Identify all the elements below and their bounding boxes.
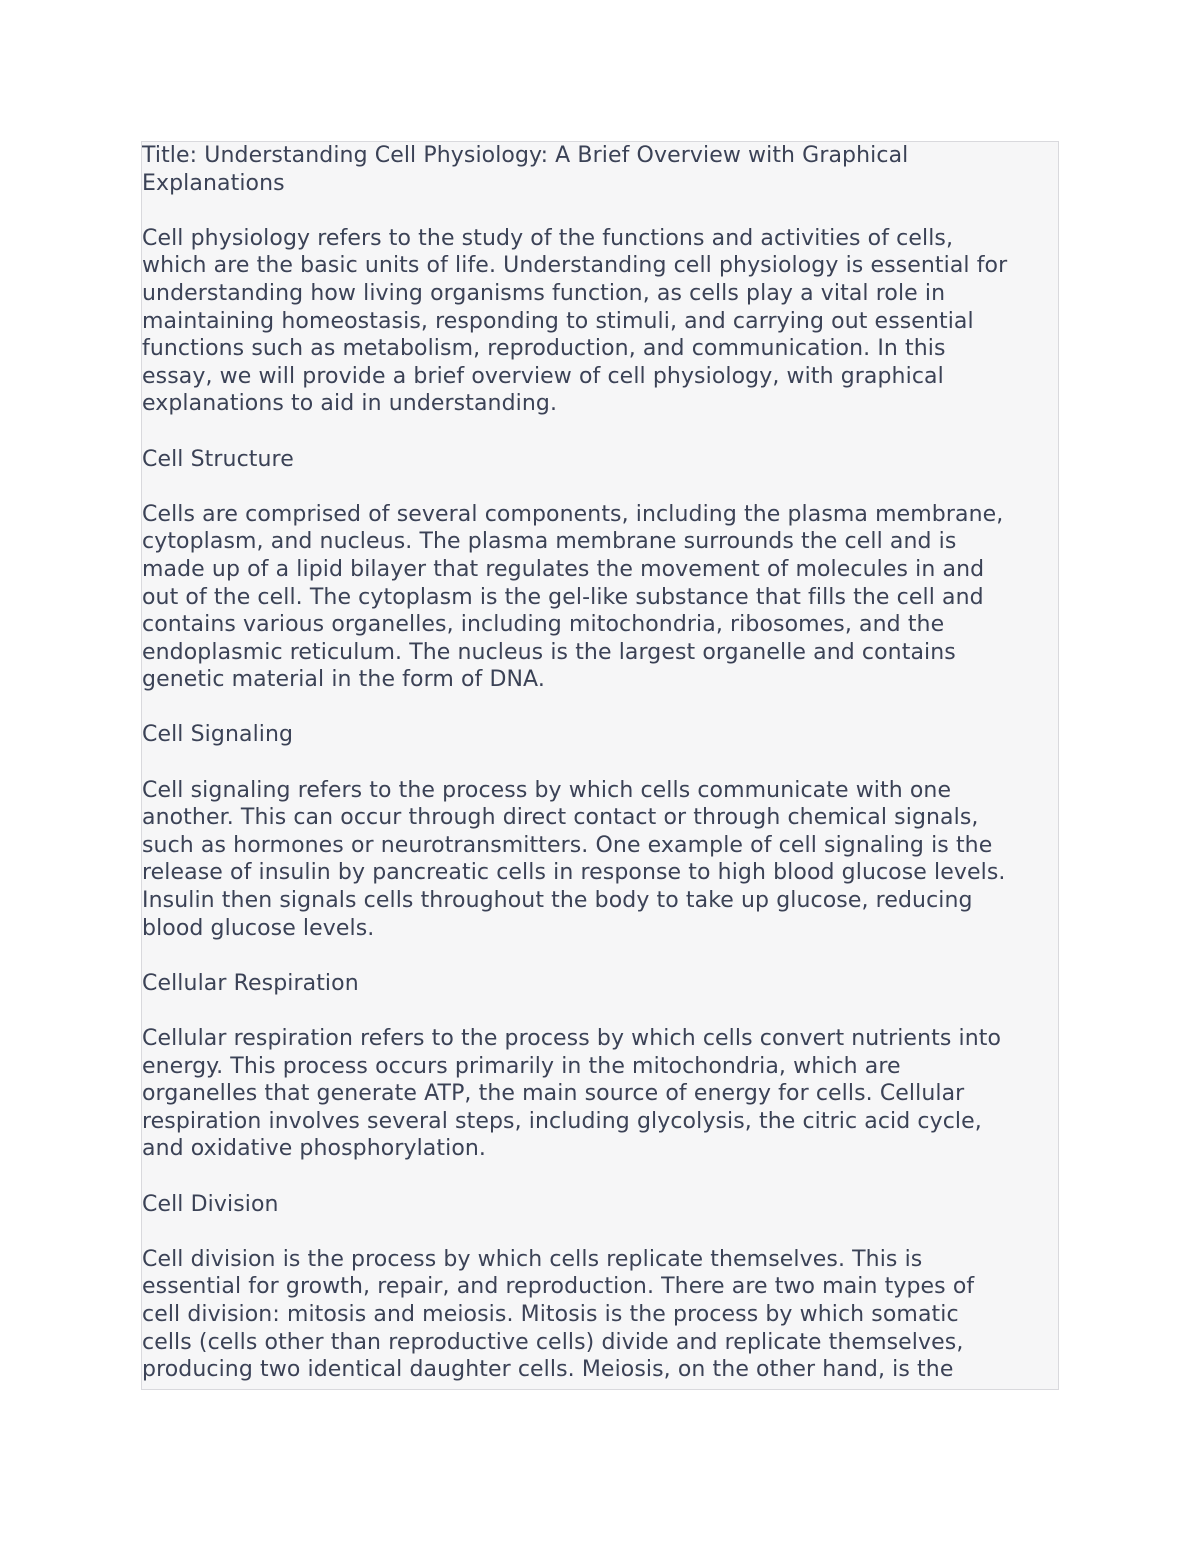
- text-line: Cellular Respiration: [142, 970, 359, 996]
- text-line: organelles that generate ATP, the main source of energy for cells. Cellular: [142, 1081, 965, 1107]
- text-line: blood glucose levels.: [142, 915, 375, 941]
- text-line: cell division: mitosis and meiosis. Mitosis is the process by which somatic: [142, 1301, 959, 1327]
- text-line: Cells are comprised of several components, including the plasma membrane,: [142, 501, 1004, 527]
- text-line: out of the cell. The cytoplasm is the gel-like substance that fills the cell and: [142, 584, 984, 610]
- blank-line: [142, 197, 1058, 225]
- blank-line: [142, 942, 1058, 970]
- blank-line: [142, 1163, 1058, 1191]
- blank-line: [142, 418, 1058, 446]
- text-line: Explanations: [142, 170, 285, 196]
- text-line: genetic material in the form of DNA.: [142, 667, 545, 693]
- blank-line: [142, 997, 1058, 1025]
- text-line: Cellular respiration refers to the process by which cells convert nutrients into: [142, 1026, 1002, 1051]
- essay-text-box: [141, 141, 1059, 1390]
- text-line: release of insulin by pancreatic cells in response to high blood glucose levels.: [142, 860, 1006, 886]
- text-line: such as hormones or neurotransmitters. One example of cell signaling is the: [142, 832, 993, 858]
- text-line: cells (cells other than reproductive cells) divide and replicate themselves,: [142, 1329, 964, 1355]
- blank-line: [142, 1218, 1058, 1246]
- text-line: cytoplasm, and nucleus. The plasma membrane surrounds the cell and is: [142, 529, 957, 555]
- text-line: Insulin then signals cells throughout the body to take up glucose, reducing: [142, 888, 973, 914]
- text-line: Cell Signaling: [142, 722, 294, 748]
- text-line: Cell division is the process by which cells replicate themselves. This is: [142, 1246, 923, 1272]
- text-line: contains various organelles, including mitochondria, ribosomes, and the: [142, 612, 945, 638]
- text-line: functions such as metabolism, reproduction, and communication. In this: [142, 336, 946, 362]
- text-line: another. This can occur through direct contact or through chemical signals,: [142, 805, 979, 831]
- text-line: made up of a lipid bilayer that regulates the movement of molecules in and: [142, 556, 985, 582]
- text-line: endoplasmic reticulum. The nucleus is the largest organelle and contains: [142, 639, 956, 665]
- blank-line: [142, 473, 1058, 501]
- text-line: explanations to aid in understanding.: [142, 391, 558, 417]
- text-line: respiration involves several steps, including glycolysis, the citric acid cycle,: [142, 1108, 982, 1134]
- text-line: essay, we will provide a brief overview of cell physiology, with graphical: [142, 363, 944, 389]
- text-line: understanding how living organisms function, as cells play a vital role in: [142, 280, 946, 306]
- text-line: which are the basic units of life. Understanding cell physiology is essential for: [142, 253, 1008, 279]
- text-line: Cell physiology refers to the study of the functions and activities of cells,: [142, 225, 954, 251]
- blank-line: [142, 694, 1058, 722]
- text-line: essential for growth, repair, and reproduction. There are two main types of: [142, 1274, 975, 1300]
- blank-line: [142, 749, 1058, 777]
- text-line: Cell signaling refers to the process by which cells communicate with one: [142, 777, 952, 803]
- text-line: Cell Structure: [142, 446, 294, 472]
- text-line: producing two identical daughter cells. Meiosis, on the other hand, is the: [142, 1357, 954, 1383]
- text-line: Title: Understanding Cell Physiology: A Brief Overview with Graphical: [142, 143, 909, 168]
- text-line: maintaining homeostasis, responding to stimuli, and carrying out essential: [142, 308, 974, 334]
- text-line: Cell Division: [142, 1191, 279, 1217]
- text-line: and oxidative phosphorylation.: [142, 1136, 487, 1162]
- text-line: energy. This process occurs primarily in the mitochondria, which are: [142, 1053, 901, 1079]
